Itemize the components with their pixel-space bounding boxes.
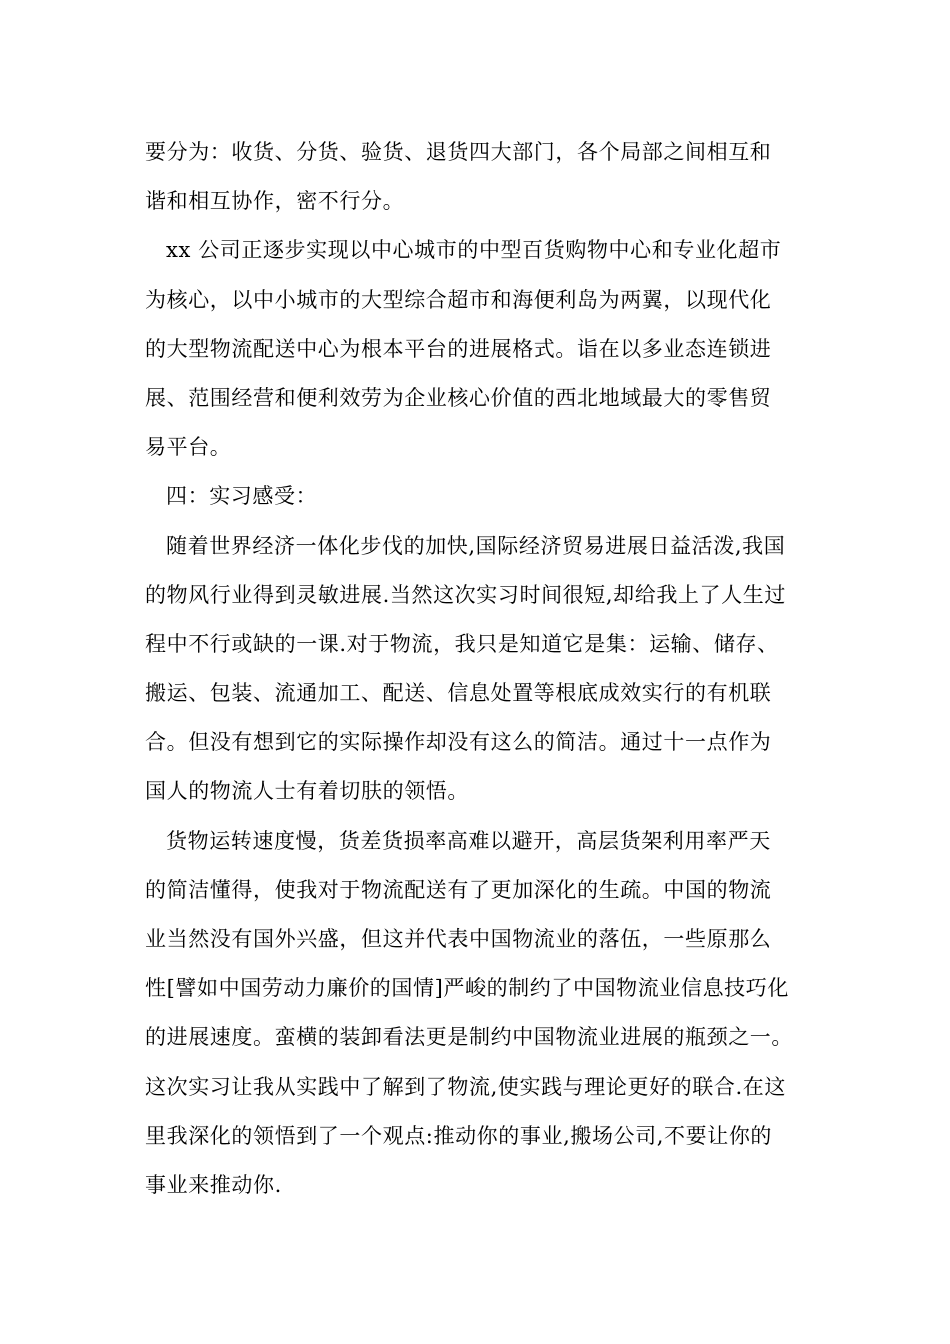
section-heading [145,472,825,521]
paragraph-3 [145,522,825,817]
text-line: 事业来推动你. [145,1172,282,1197]
text-line: 的大型物流配送中心为根本平台的进展格式。诣在以多业态连锁进 [145,336,772,361]
text-line: 搬运、包装、流通加工、配送、信息处置等根底成效实行的有机联 [145,681,772,706]
paragraph-4 [145,817,825,1211]
text-line: 里我深化的领悟到了一个观点:推动你的事业,搬场公司,不要让你的 [145,1123,773,1148]
document-body [145,128,825,1210]
text-line: 的物风行业得到灵敏进展.当然这次实习时间很短,却给我上了人生过 [145,582,786,607]
text-line: 的简洁懂得，使我对于物流配送有了更加深化的生疏。中国的物流 [145,877,772,902]
text-line: 展、范围经营和便利效劳为企业核心价值的西北地域最大的零售贸 [145,385,772,410]
paragraph-1 [145,128,825,226]
heading-line: 四：实习感受： [166,484,318,509]
text-line: 业当然没有国外兴盛，但这并代表中国物流业的落伍，一些原那么 [145,927,772,951]
text-line: 随着世界经济一体化步伐的加快,国际经济贸易进展日益活泼,我国 [166,533,786,558]
text-line: xx 公司正逐步实现以中心城市的中型百货购物中心和专业化超市 [166,238,782,263]
text-line: 这次实习让我从实践中了解到了物流,使实践与理论更好的联合.在这 [145,1074,786,1099]
text-line: 要分为：收货、分货、验货、退货四大部门，各个局部之间相互和 [145,140,772,164]
text-line: 性[譬如中国劳动力廉价的国情]严峻的制约了中国物流业信息技巧化 [145,976,789,1001]
text-line: 程中不行或缺的一课.对于物流，我只是知道它是集：运输、储存、 [145,631,779,656]
text-line: 合。但没有想到它的实际操作却没有这么的简洁。通过十一点作为 [145,730,772,755]
text-line: 谐和相互协作，密不行分。 [145,189,405,214]
text-line: 货物运转速度慢，货差货损率高难以避开，高层货架利用率严天 [166,828,771,853]
text-line: 国人的物流人士有着切肤的领悟。 [145,779,469,804]
paragraph-2 [145,226,825,472]
text-line: 为核心，以中小城市的大型综合超市和海便利岛为两翼，以现代化 [145,287,772,312]
text-line: 的进展速度。蛮横的装卸看法更是制约中国物流业进展的瓶颈之一。 [145,1025,793,1050]
text-line: 易平台。 [145,435,232,460]
